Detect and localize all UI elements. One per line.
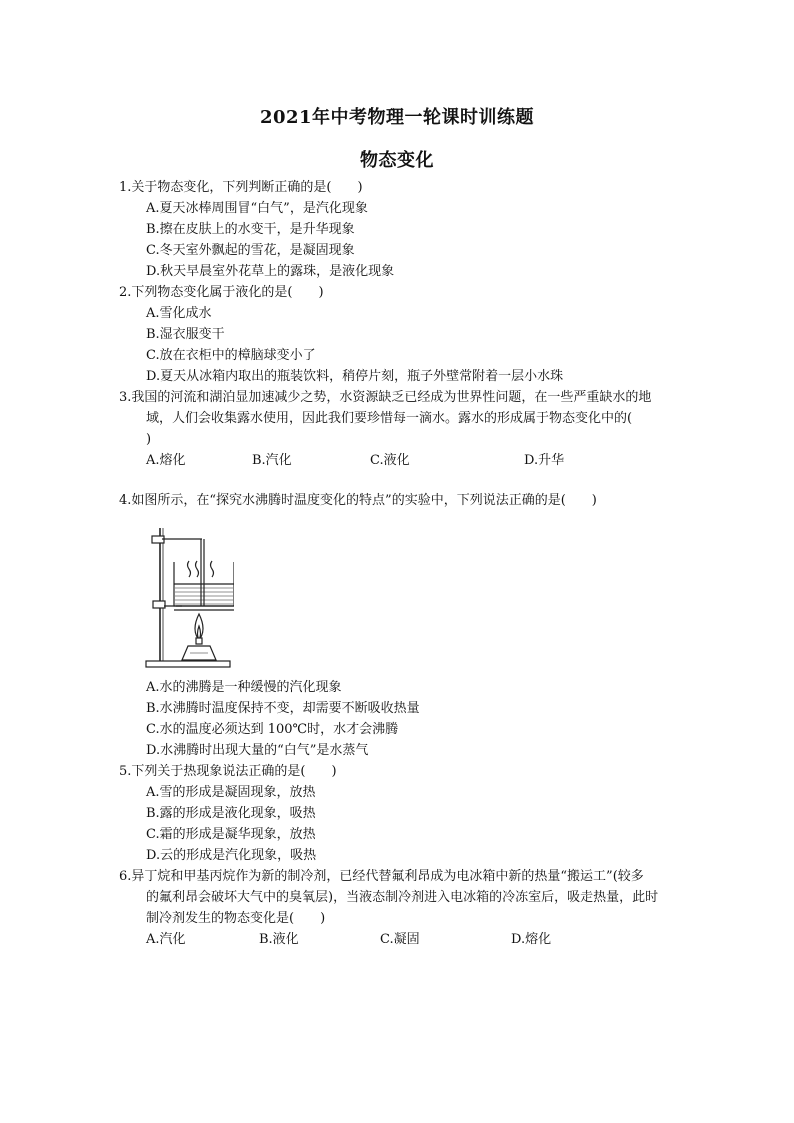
question-6-option-c: C.凝固 <box>380 932 420 947</box>
question-6-option-b: B.液化 <box>259 932 299 947</box>
question-5-option-d: D.云的形成是汽化现象，吸热 <box>146 848 317 863</box>
question-1-option-d: D.秋天早晨室外花草上的露珠，是液化现象 <box>146 264 395 279</box>
question-4-option-a: A.水的沸腾是一种缓慢的汽化现象 <box>146 680 342 695</box>
question-6-stem: 6.异丁烷和甲基丙烷作为新的制冷剂，已经代替氟利昂成为电冰箱中新的热量“搬运工”(较多 <box>119 869 644 884</box>
boiling-apparatus-illustration <box>144 522 234 670</box>
question-4-option-c: C.水的温度必须达到 100℃时，水才会沸腾 <box>146 722 399 737</box>
question-3-option-d: D.升华 <box>524 453 565 468</box>
boiling-experiment-figure <box>144 522 234 670</box>
question-3-option-c: C.液化 <box>370 453 410 468</box>
question-2-option-d: D.夏天从冰箱内取出的瓶装饮料，稍停片刻，瓶子外壁常附着一层小水珠 <box>146 369 564 384</box>
page-title: 2021年中考物理一轮课时训练题 <box>259 107 535 128</box>
question-1-stem: 1.关于物态变化，下列判断正确的是( ) <box>119 180 363 195</box>
question-4-option-d: D.水沸腾时出现大量的“白气”是水蒸气 <box>146 743 369 758</box>
question-6-option-a: A.汽化 <box>146 932 186 947</box>
question-4-option-b: B.水沸腾时温度保持不变，却需要不断吸收热量 <box>146 701 420 716</box>
question-6-stem-line-2: 的氟利昂会破坏大气中的臭氧层)，当液态制冷剂进入电冰箱的冷冻室后，吸走热量，此时 <box>146 890 659 905</box>
question-2-option-a: A.雪化成水 <box>146 306 212 321</box>
question-1-option-c: C.冬天室外飘起的雪花，是凝固现象 <box>146 243 355 258</box>
question-2-option-c: C.放在衣柜中的樟脑球变小了 <box>146 348 316 363</box>
question-3-stem-line-3: ) <box>146 432 152 447</box>
question-3-option-b: B.汽化 <box>252 453 292 468</box>
question-2-option-b: B.湿衣服变干 <box>146 327 225 342</box>
question-3-stem-line-2: 域，人们会收集露水使用，因此我们要珍惜每一滴水。露水的形成属于物态变化中的( <box>146 411 633 426</box>
section-title: 物态变化 <box>360 150 434 171</box>
question-5-option-a: A.雪的形成是凝固现象，放热 <box>146 785 316 800</box>
question-1-option-b: B.擦在皮肤上的水变干，是升华现象 <box>146 222 355 237</box>
question-6-stem-line-3: 制冷剂发生的物态变化是( ) <box>146 911 326 926</box>
question-3-option-a: A.熔化 <box>146 453 186 468</box>
question-1-option-a: A.夏天冰棒周围冒“白气”，是汽化现象 <box>146 201 368 216</box>
question-5-option-c: C.霜的形成是凝华现象，放热 <box>146 827 316 842</box>
question-4-stem: 4.如图所示，在“探究水沸腾时温度变化的特点”的实验中，下列说法正确的是( ) <box>119 493 597 508</box>
question-5-stem: 5.下列关于热现象说法正确的是( ) <box>119 764 337 779</box>
question-3-stem: 3.我国的河流和湖泊显加速减少之势，水资源缺乏已经成为世界性问题，在一些严重缺水的地 <box>119 390 652 405</box>
question-2-stem: 2.下列物态变化属于液化的是( ) <box>119 285 324 300</box>
question-6-option-d: D.熔化 <box>511 932 552 947</box>
question-5-option-b: B.露的形成是液化现象，吸热 <box>146 806 316 821</box>
